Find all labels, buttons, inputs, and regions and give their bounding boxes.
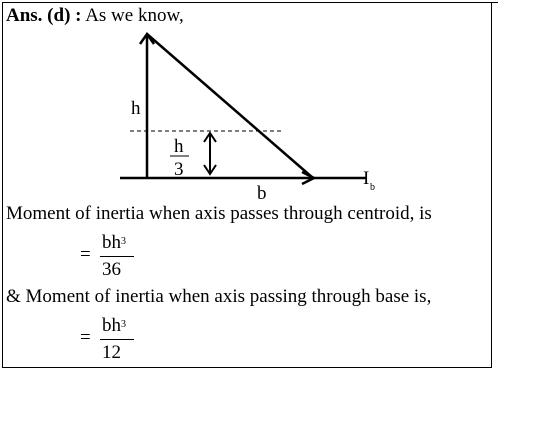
label-b: b <box>257 183 267 204</box>
label-h3-den: 3 <box>174 159 184 180</box>
formula-denominator: 36 <box>102 259 121 280</box>
label-h: h <box>131 98 141 119</box>
numerator-text: bh <box>102 232 121 253</box>
answer-intro: As we know, <box>85 5 184 26</box>
equals-sign: = <box>80 327 91 348</box>
numerator-exponent: 3 <box>121 319 126 330</box>
fraction-bar <box>100 256 134 257</box>
label-axis-subscript: b <box>370 182 375 193</box>
formula-denominator: 12 <box>102 342 121 363</box>
label-axis-I: I <box>363 168 370 189</box>
label-h3-num: h <box>174 136 184 157</box>
base-statement: & Moment of inertia when axis passing through base is, <box>6 286 432 307</box>
formula-numerator <box>102 315 126 337</box>
answer-label: Ans. (d) : <box>6 5 82 26</box>
centroid-statement: Moment of inertia when axis passes through centroid, is <box>6 203 432 224</box>
numerator-text: bh <box>102 315 121 336</box>
numerator-exponent: 3 <box>121 236 126 247</box>
fraction-bar <box>100 339 134 340</box>
formula-numerator <box>102 232 126 254</box>
equals-sign: = <box>80 244 91 265</box>
